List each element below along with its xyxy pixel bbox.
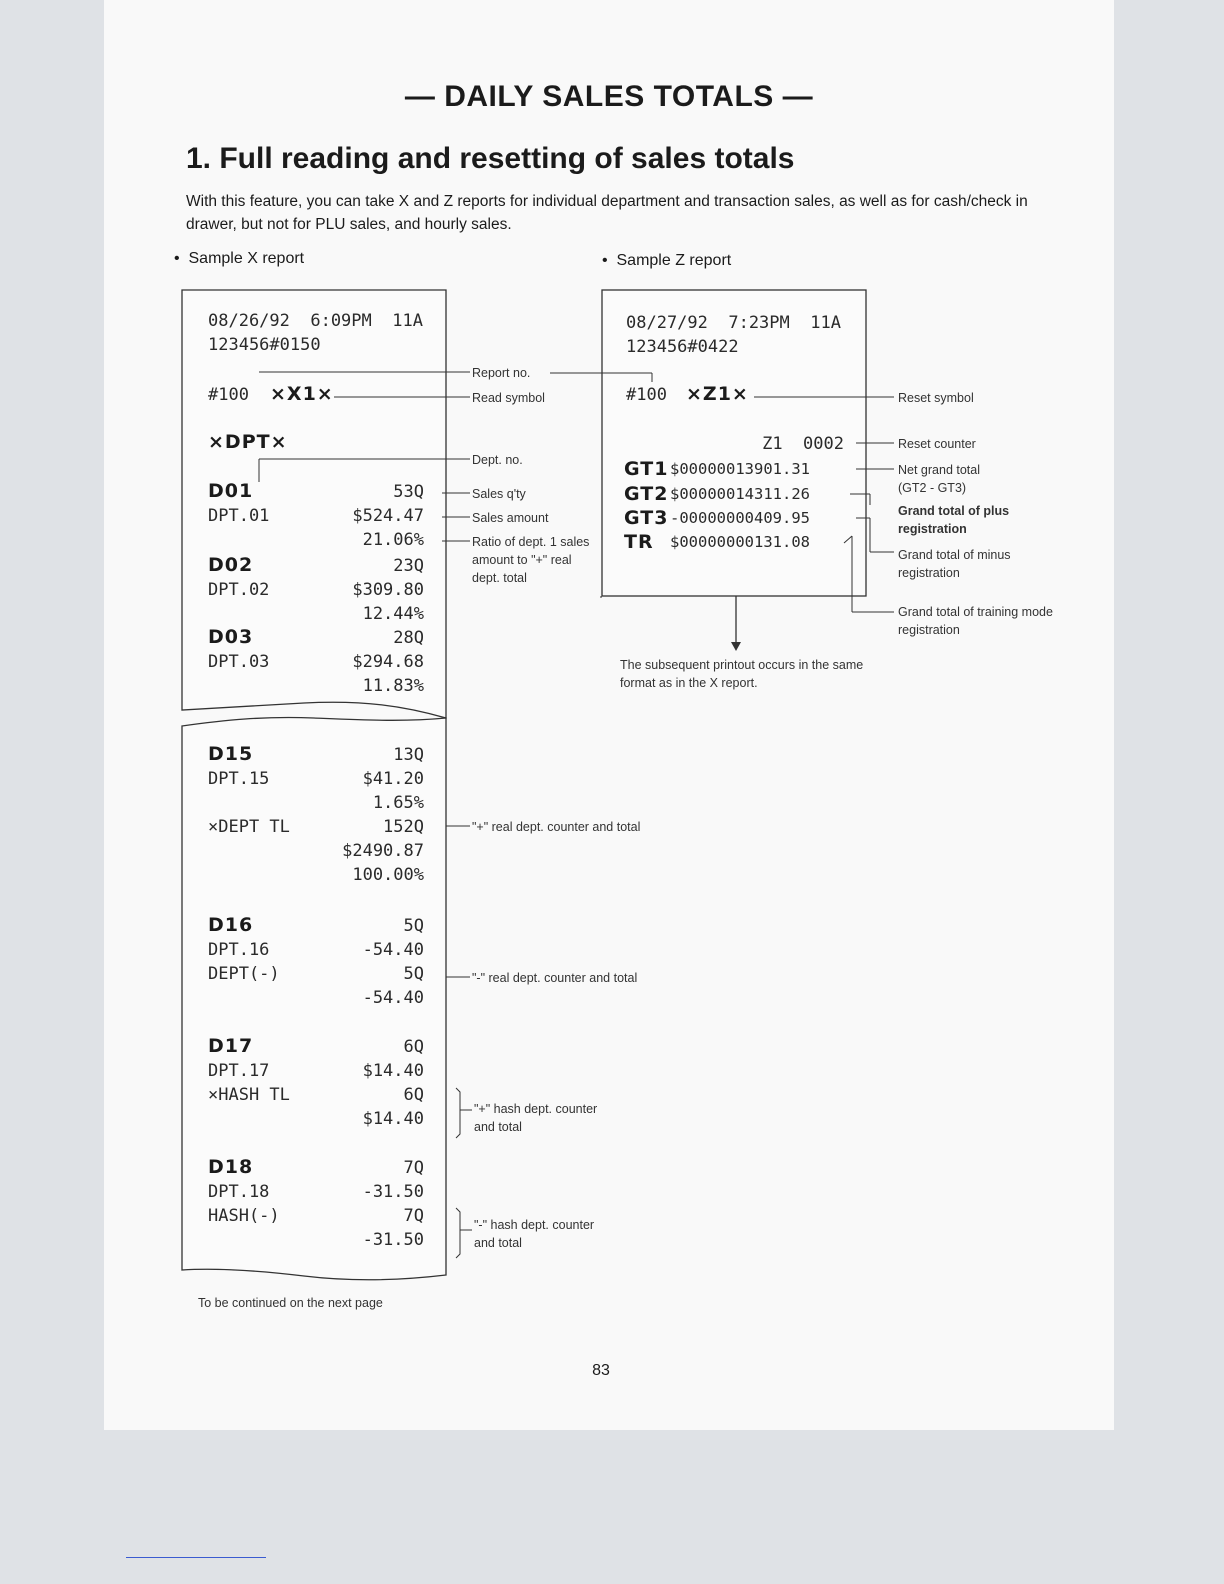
gt1-value: $00000013901.31 (670, 460, 810, 478)
dept-code: D16 (208, 914, 254, 936)
annot-reset-counter: Reset counter (898, 437, 976, 451)
sales-amount: -31.50 (362, 1182, 424, 1202)
document-page (104, 0, 1114, 1430)
sales-ratio: 21.06% (362, 530, 424, 550)
z-header-line1: 08/27/92 7:23PM 11A (626, 313, 841, 333)
dept-total-amount: $2490.87 (342, 841, 424, 861)
z-reset-counter: Z1 0002 (762, 434, 844, 454)
footer-link-underline[interactable] (126, 1557, 266, 1558)
bullet-icon: • (174, 250, 189, 267)
annot-subsequent: The subsequent printout occurs in the same format as in the X report. (620, 658, 864, 690)
z-reset-symbol (686, 383, 749, 405)
x-report-no: #100 (208, 385, 249, 405)
star-icon: × (731, 383, 749, 405)
dept-name: DPT.02 (208, 580, 270, 600)
arrow-down-icon (731, 642, 741, 651)
z-header-line2: 123456#0422 (626, 337, 739, 357)
dept-code: D18 (208, 1156, 254, 1178)
annot-gt-minus: Grand total of minus registration (898, 548, 1011, 580)
star-icon: × (208, 1085, 219, 1105)
sales-qty: 5Q (403, 916, 424, 936)
annot-hash-minus: "-" hash dept. counter and total (474, 1218, 595, 1250)
dept-code: D15 (208, 743, 254, 765)
gt3-label: GT3 (624, 507, 669, 529)
sales-qty: 7Q (403, 1158, 424, 1178)
z-report-heading-text: Sample Z report (616, 252, 732, 269)
sales-qty: 13Q (393, 745, 424, 765)
annot-gt-training: Grand total of training mode registration (898, 605, 1053, 637)
sales-ratio: 12.44% (362, 604, 424, 624)
star-icon: × (208, 817, 219, 837)
hash-total-label: ×HASH TL (208, 1085, 290, 1105)
hash-total-amount: $14.40 (362, 1109, 424, 1129)
x-dept-header (208, 431, 288, 453)
sales-amount: $41.20 (362, 769, 424, 789)
annot-read-symbol: Read symbol (472, 391, 545, 405)
dept-total-label: ×DEPT TL (208, 817, 290, 837)
hash-minus-qty: 7Q (403, 1206, 424, 1226)
dept-code: D01 (208, 480, 254, 502)
sales-ratio: 11.83% (362, 676, 424, 696)
annot-net-gt: Net grand total (GT2 - GT3) (898, 463, 980, 495)
sales-qty: 23Q (393, 556, 424, 576)
x-header-line1: 08/26/92 6:09PM 11A (208, 311, 423, 331)
dept-name: DPT.16 (208, 940, 270, 960)
hash-total-qty: 6Q (403, 1085, 424, 1105)
dept-total-ratio: 100.00% (352, 865, 424, 885)
annot-report-no: Report no. (472, 366, 531, 380)
sales-amount: $309.80 (352, 580, 424, 600)
annot-sales-amount: Sales amount (472, 511, 549, 525)
dept-code: D17 (208, 1035, 254, 1057)
dept-name: DPT.03 (208, 652, 270, 672)
continued-note: To be continued on the next page (198, 1296, 383, 1310)
star-icon: × (686, 383, 703, 405)
z-reset-symbol-text: Z1 (702, 383, 732, 405)
annot-ratio: Ratio of dept. 1 sales amount to "+" real dept. total (472, 535, 590, 585)
gt2-value: $00000014311.26 (670, 485, 810, 503)
x-report-heading-text: Sample X report (188, 250, 305, 267)
dept-name: DPT.18 (208, 1182, 270, 1202)
annot-reset-symbol: Reset symbol (898, 391, 974, 405)
dept-name: DPT.15 (208, 769, 270, 789)
gt2-label: GT2 (624, 483, 669, 505)
x-read-symbol-text: X1 (286, 383, 317, 405)
gt1-label: GT1 (624, 458, 669, 480)
tr-label: TR (624, 531, 654, 553)
hash-minus-amount: -31.50 (362, 1230, 424, 1250)
hash-minus-label: HASH(-) (208, 1206, 280, 1226)
annot-hash-plus: "+" hash dept. counter and total (474, 1102, 598, 1134)
star-icon: × (316, 383, 334, 405)
sales-amount: $524.47 (352, 506, 424, 526)
page-title: — DAILY SALES TOTALS — (404, 80, 814, 113)
sales-qty: 28Q (393, 628, 424, 648)
sales-qty: 53Q (393, 482, 424, 502)
annot-gt-plus: Grand total of plus registration (898, 504, 1010, 536)
sales-amount: -54.40 (362, 940, 424, 960)
dept-minus-amount: -54.40 (362, 988, 424, 1008)
dept-name: DPT.17 (208, 1061, 270, 1081)
annot-real-plus: "+" real dept. counter and total (472, 820, 641, 834)
bullet-icon: • (602, 252, 617, 269)
dept-code: D03 (208, 626, 254, 648)
z-report-no: #100 (626, 385, 667, 405)
sales-amount: $14.40 (362, 1061, 424, 1081)
section-title: 1. Full reading and resetting of sales totals (186, 142, 795, 175)
dept-minus-label: DEPT(-) (208, 964, 280, 984)
star-icon: × (270, 383, 287, 405)
tr-value: $00000000131.08 (670, 533, 810, 551)
x-header-line2: 123456#0150 (208, 335, 321, 355)
x-read-symbol (270, 383, 334, 405)
annot-real-minus: "-" real dept. counter and total (472, 971, 638, 985)
dept-name: DPT.01 (208, 506, 270, 526)
annot-dept-no: Dept. no. (472, 453, 523, 467)
gt3-value: -00000000409.95 (670, 509, 810, 527)
intro-paragraph: With this feature, you can take X and Z reports for individual department and transaction sales, as well as for cash/check in drawer, but not for PLU sales, and hourly sales. (186, 193, 1028, 233)
sales-qty: 6Q (403, 1037, 424, 1057)
page-number: 83 (592, 1362, 610, 1379)
dept-total-qty: 152Q (383, 817, 424, 837)
dept-minus-qty: 5Q (403, 964, 424, 984)
sales-amount: $294.68 (352, 652, 424, 672)
sales-ratio: 1.65% (372, 793, 424, 813)
x-dept-header-text: DPT (224, 431, 271, 453)
annot-sales-qty: Sales q'ty (472, 487, 526, 501)
star-icon: × (270, 431, 288, 453)
star-icon: × (208, 431, 225, 453)
dept-code: D02 (208, 554, 254, 576)
